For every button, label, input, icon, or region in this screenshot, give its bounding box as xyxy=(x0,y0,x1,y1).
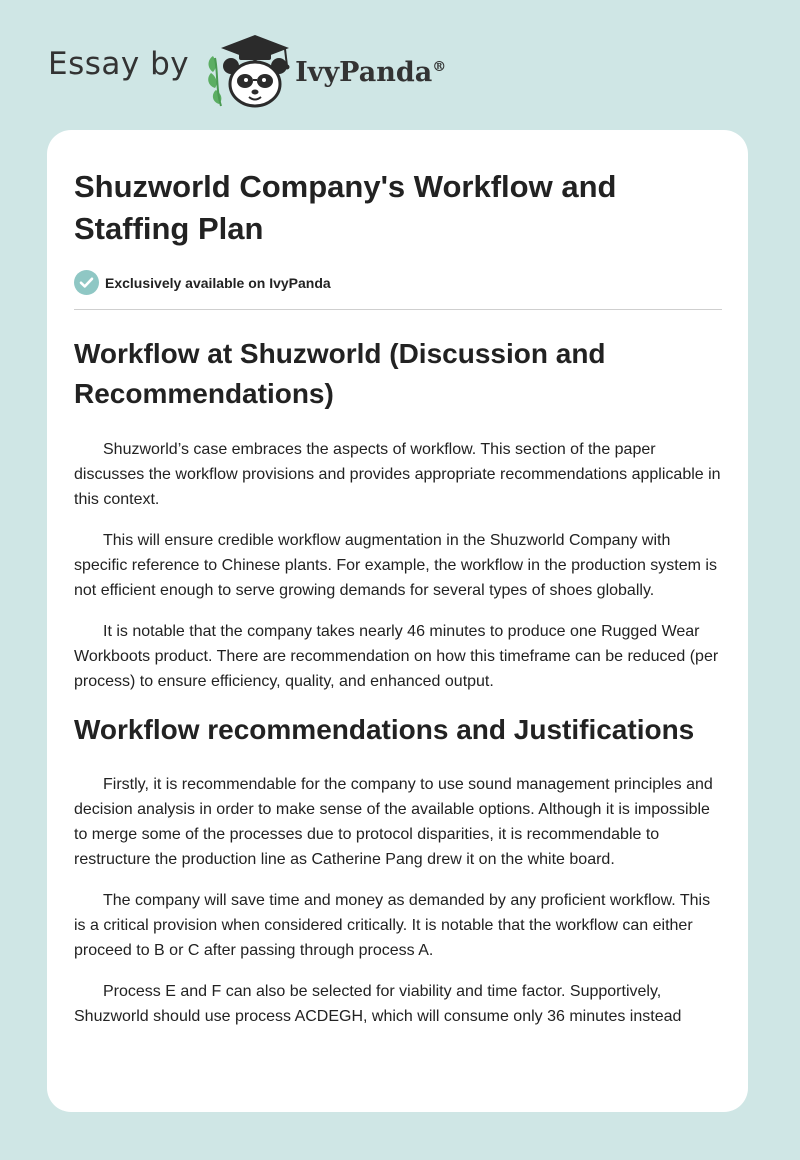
essay-card xyxy=(47,130,748,1112)
essay-content xyxy=(47,130,748,1029)
paragraph: It is notable that the company takes nearly 46 minutes to produce one Rugged Wear Workboots product. There are recommendation on how this timeframe can be reduced (per process) to ensure efficiency, quality, and enhanced output. xyxy=(74,623,719,690)
essay-by-label: Essay by xyxy=(48,46,190,82)
exclusive-badge xyxy=(74,270,722,295)
section-heading: Workflow recommendations and Justifications xyxy=(74,714,695,745)
check-circle-icon xyxy=(74,270,99,295)
paragraph: Process E and F can also be selected for viability and time factor. Supportively, Shuzworld should use process ACDEGH, which will consume only 36 minutes instead xyxy=(74,983,682,1025)
title-divider xyxy=(74,309,722,310)
brand-name-text: IvyPanda xyxy=(295,56,433,88)
section-workflow-discussion xyxy=(74,334,722,694)
exclusive-badge-label: Exclusively available on IvyPanda xyxy=(105,274,331,291)
paragraph: This will ensure credible workflow augmentation in the Shuzworld Company with specific reference to Chinese plants. For example, the workflow in the production system is not efficient enough to serve growing demands for several types of shoes globally. xyxy=(74,532,717,599)
registered-mark: ® xyxy=(432,58,447,75)
section-heading: Workflow at Shuzworld (Discussion and Recommendations) xyxy=(74,338,606,409)
section-workflow-recommendations xyxy=(74,710,722,1029)
paragraph: The company will save time and money as demanded by any proficient workflow. This is a critical provision when considered critically. It is notable that the workflow can either proceed to B or C after passing through process A. xyxy=(74,892,711,959)
essay-title: Shuzworld Company's Workflow and Staffing Plan xyxy=(74,169,617,246)
paragraph: Firstly, it is recommendable for the company to use sound management principles and decision analysis in order to make sense of the available options. Although it is impossible to merge some of the processes due to protocol disparities, it is recommendable to restructure the production line as Catherine Pang drew it on the white board. xyxy=(74,776,713,868)
paragraph: Shuzworld’s case embraces the aspects of workflow. This section of the paper discusses the workflow provisions and provides appropriate recommendations applicable in this context. xyxy=(74,441,721,508)
site-header xyxy=(48,30,446,110)
ivypanda-wordmark[interactable] xyxy=(295,57,446,88)
ivypanda-logo-icon[interactable] xyxy=(203,30,295,110)
